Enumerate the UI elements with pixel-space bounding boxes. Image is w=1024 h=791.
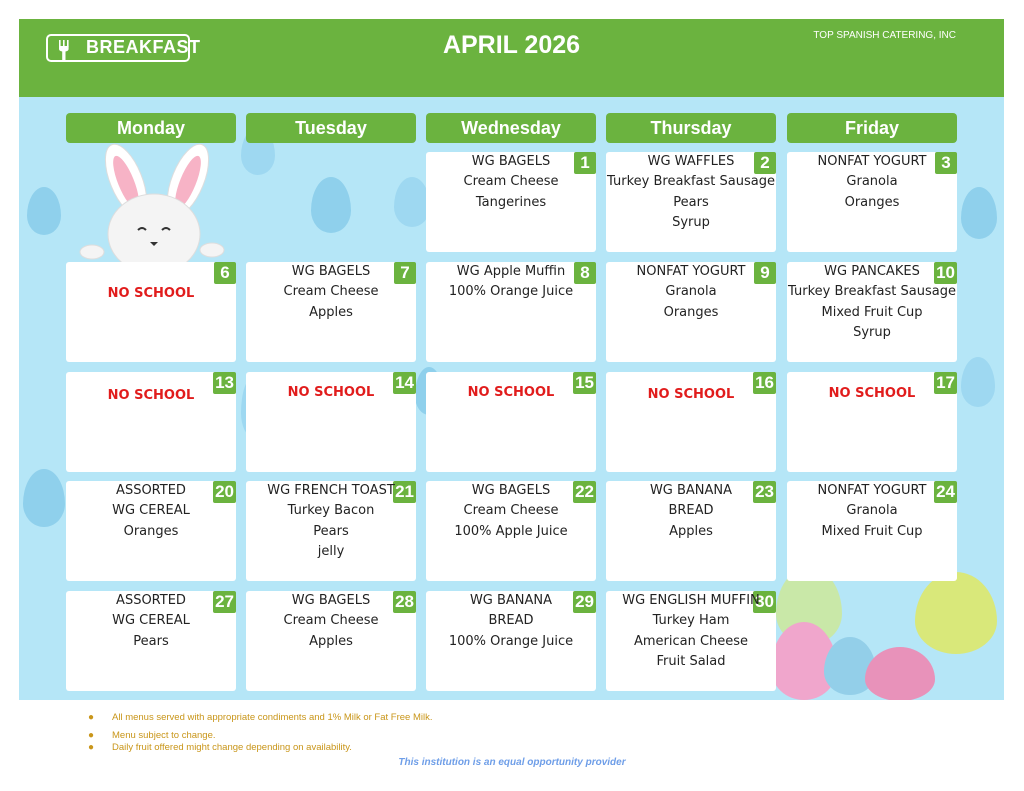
day-cell-3 (787, 152, 957, 252)
menu-item: WG WAFFLES (647, 154, 735, 169)
day-cell-28 (246, 591, 416, 691)
menu-items (606, 481, 776, 542)
menu-item: WG BANANA (469, 593, 553, 608)
decorative-egg (865, 647, 935, 700)
menu-item: Oranges (123, 523, 179, 539)
note-item: ● Daily fruit offered might change depending on availability. (88, 742, 352, 753)
menu-item: Turkey Breakfast Sausage (788, 284, 956, 300)
menu-items (246, 591, 416, 652)
menu-items (246, 481, 416, 563)
menu-item: Cream Cheese (283, 284, 379, 300)
day-cell-15 (426, 372, 596, 472)
menu-item: NONFAT YOGURT (817, 483, 927, 498)
menu-items (246, 262, 416, 323)
day-cell-21 (246, 481, 416, 581)
day-number: 28 (395, 592, 414, 611)
day-number: 22 (575, 482, 594, 501)
no-school-label: NO SCHOOL (828, 386, 916, 401)
menu-item: Apples (309, 633, 353, 649)
menu-items (66, 386, 236, 406)
menu-item: 100% Apple Juice (454, 523, 568, 539)
page-title: APRIL 2026 (442, 31, 581, 59)
no-school-label: NO SCHOOL (647, 387, 735, 402)
menu-items (426, 262, 596, 303)
day-cell-20 (66, 481, 236, 581)
menu-items (787, 384, 957, 404)
decorative-egg (311, 177, 351, 233)
bullet-icon: ● (88, 730, 95, 741)
menu-item: WG BAGELS (471, 483, 551, 498)
menu-item: Fruit Salad (656, 654, 726, 670)
menu-items (426, 383, 596, 403)
menu-items (66, 591, 236, 652)
day-cell-10 (787, 262, 957, 362)
day-cell-1 (426, 152, 596, 252)
day-number: 27 (215, 592, 234, 611)
day-cell-27 (66, 591, 236, 691)
company-name: TOP SPANISH CATERING, INC (813, 30, 956, 41)
menu-item: WG ENGLISH MUFFIN (622, 593, 760, 608)
day-number: 23 (755, 482, 774, 501)
day-number: 14 (395, 373, 414, 392)
menu-item: Pears (313, 523, 349, 539)
menu-item: Apples (669, 523, 713, 539)
menu-item: Mixed Fruit Cup (821, 523, 923, 539)
decorative-egg (961, 187, 997, 239)
day-cell-13 (66, 372, 236, 472)
menu-item: Cream Cheese (463, 503, 559, 519)
menu-items (606, 591, 776, 673)
day-cell-16 (606, 372, 776, 472)
day-number: 24 (936, 482, 955, 501)
menu-item: BREAD (488, 613, 534, 629)
menu-item: WG Apple Muffin (456, 264, 566, 279)
menu-items (426, 152, 596, 213)
menu-item: WG BAGELS (291, 264, 371, 279)
menu-item: Syrup (853, 325, 891, 341)
equal-opportunity-statement: This institution is an equal opportunity provider (398, 757, 626, 768)
badge-label: BREAKFAST (86, 37, 201, 57)
menu-item: ASSORTED (116, 593, 186, 608)
decorative-egg (27, 187, 61, 235)
bullet-icon: ● (88, 742, 95, 753)
day-number: 15 (575, 373, 594, 392)
header-banner (19, 19, 1004, 97)
menu-item: Turkey Ham (652, 613, 730, 629)
menu-item: Granola (846, 174, 898, 190)
menu-item: Oranges (663, 304, 719, 320)
day-number: 3 (935, 152, 957, 174)
day-cell-8 (426, 262, 596, 362)
menu-item: Apples (309, 304, 353, 320)
day-cell-23 (606, 481, 776, 581)
menu-item: WG BANANA (649, 483, 733, 498)
decorative-egg (915, 572, 997, 654)
menu-items (246, 383, 416, 403)
no-school-label: NO SCHOOL (107, 286, 195, 301)
day-cell-14 (246, 372, 416, 472)
menu-items (426, 481, 596, 542)
day-cell-30 (606, 591, 776, 691)
day-number: 29 (575, 592, 594, 611)
day-number: 7 (394, 262, 416, 284)
menu-item: Turkey Breakfast Sausage (607, 174, 775, 190)
bunny-illustration (78, 138, 228, 266)
menu-item: Cream Cheese (463, 174, 559, 190)
menu-item: WG CEREAL (112, 613, 190, 629)
day-cell-2 (606, 152, 776, 252)
day-number: 21 (395, 482, 414, 501)
menu-item: Cream Cheese (283, 613, 379, 629)
menu-item: Syrup (672, 215, 710, 231)
decorative-egg (961, 357, 995, 407)
menu-item: Pears (133, 633, 169, 649)
menu-item: WG BAGELS (291, 593, 371, 608)
day-header-tuesday: Tuesday (246, 113, 416, 143)
menu-items (606, 385, 776, 405)
menu-item: Mixed Fruit Cup (821, 304, 923, 320)
menu-item: jelly (317, 544, 345, 560)
day-number: 13 (215, 373, 234, 392)
menu-item: Granola (846, 503, 898, 519)
day-number: 20 (215, 482, 234, 501)
no-school-label: NO SCHOOL (107, 388, 195, 403)
menu-item: NONFAT YOGURT (636, 264, 746, 279)
menu-item: 100% Orange Juice (448, 633, 574, 649)
menu-item: Tangerines (475, 194, 547, 210)
day-cell-6 (66, 262, 236, 362)
decorative-egg (23, 469, 65, 527)
day-number: 16 (755, 373, 774, 392)
day-cell-22 (426, 481, 596, 581)
menu-item: Turkey Bacon (287, 503, 375, 519)
note-item: ● Menu subject to change. (88, 730, 216, 741)
menu-item: WG BAGELS (471, 154, 551, 169)
day-cell-17 (787, 372, 957, 472)
menu-item: Oranges (844, 194, 900, 210)
day-number: 17 (936, 373, 955, 392)
menu-items (426, 591, 596, 652)
day-number: 9 (754, 262, 776, 284)
menu-item: Granola (665, 284, 717, 300)
menu-items (606, 152, 776, 234)
day-header-thursday: Thursday (606, 113, 776, 143)
day-cell-9 (606, 262, 776, 362)
bullet-icon: ● (88, 712, 95, 723)
menu-item: WG FRENCH TOAST (267, 483, 395, 498)
footer-notes (88, 712, 433, 753)
day-number: 1 (574, 152, 596, 174)
menu-items (606, 262, 776, 323)
day-number: 6 (214, 262, 236, 284)
menu-item: American Cheese (633, 633, 749, 649)
menu-item: ASSORTED (116, 483, 186, 498)
menu-items (787, 152, 957, 213)
day-header-monday: Monday (66, 113, 236, 143)
menu-item: BREAD (668, 503, 714, 519)
day-cell-29 (426, 591, 596, 691)
no-school-label: NO SCHOOL (287, 385, 375, 400)
menu-item: WG PANCAKES (824, 264, 920, 279)
no-school-label: NO SCHOOL (467, 385, 555, 400)
day-number: 10 (936, 263, 955, 282)
day-header-friday: Friday (787, 113, 957, 143)
menu-item: WG CEREAL (112, 503, 190, 519)
menu-items (66, 284, 236, 304)
day-header-wednesday: Wednesday (426, 113, 596, 143)
decorative-egg (394, 177, 430, 227)
day-cell-7 (246, 262, 416, 362)
menu-item: Pears (673, 194, 709, 210)
note-item: ● All menus served with appropriate condiments and 1% Milk or Fat Free Milk. (88, 712, 433, 723)
menu-items (66, 481, 236, 542)
menu-item: NONFAT YOGURT (817, 154, 927, 169)
day-number: 2 (754, 152, 776, 174)
menu-items (787, 481, 957, 542)
menu-item: 100% Orange Juice (448, 284, 574, 300)
menu-items (787, 262, 957, 344)
day-number: 30 (755, 592, 774, 611)
day-cell-24 (787, 481, 957, 581)
day-number: 8 (574, 262, 596, 284)
